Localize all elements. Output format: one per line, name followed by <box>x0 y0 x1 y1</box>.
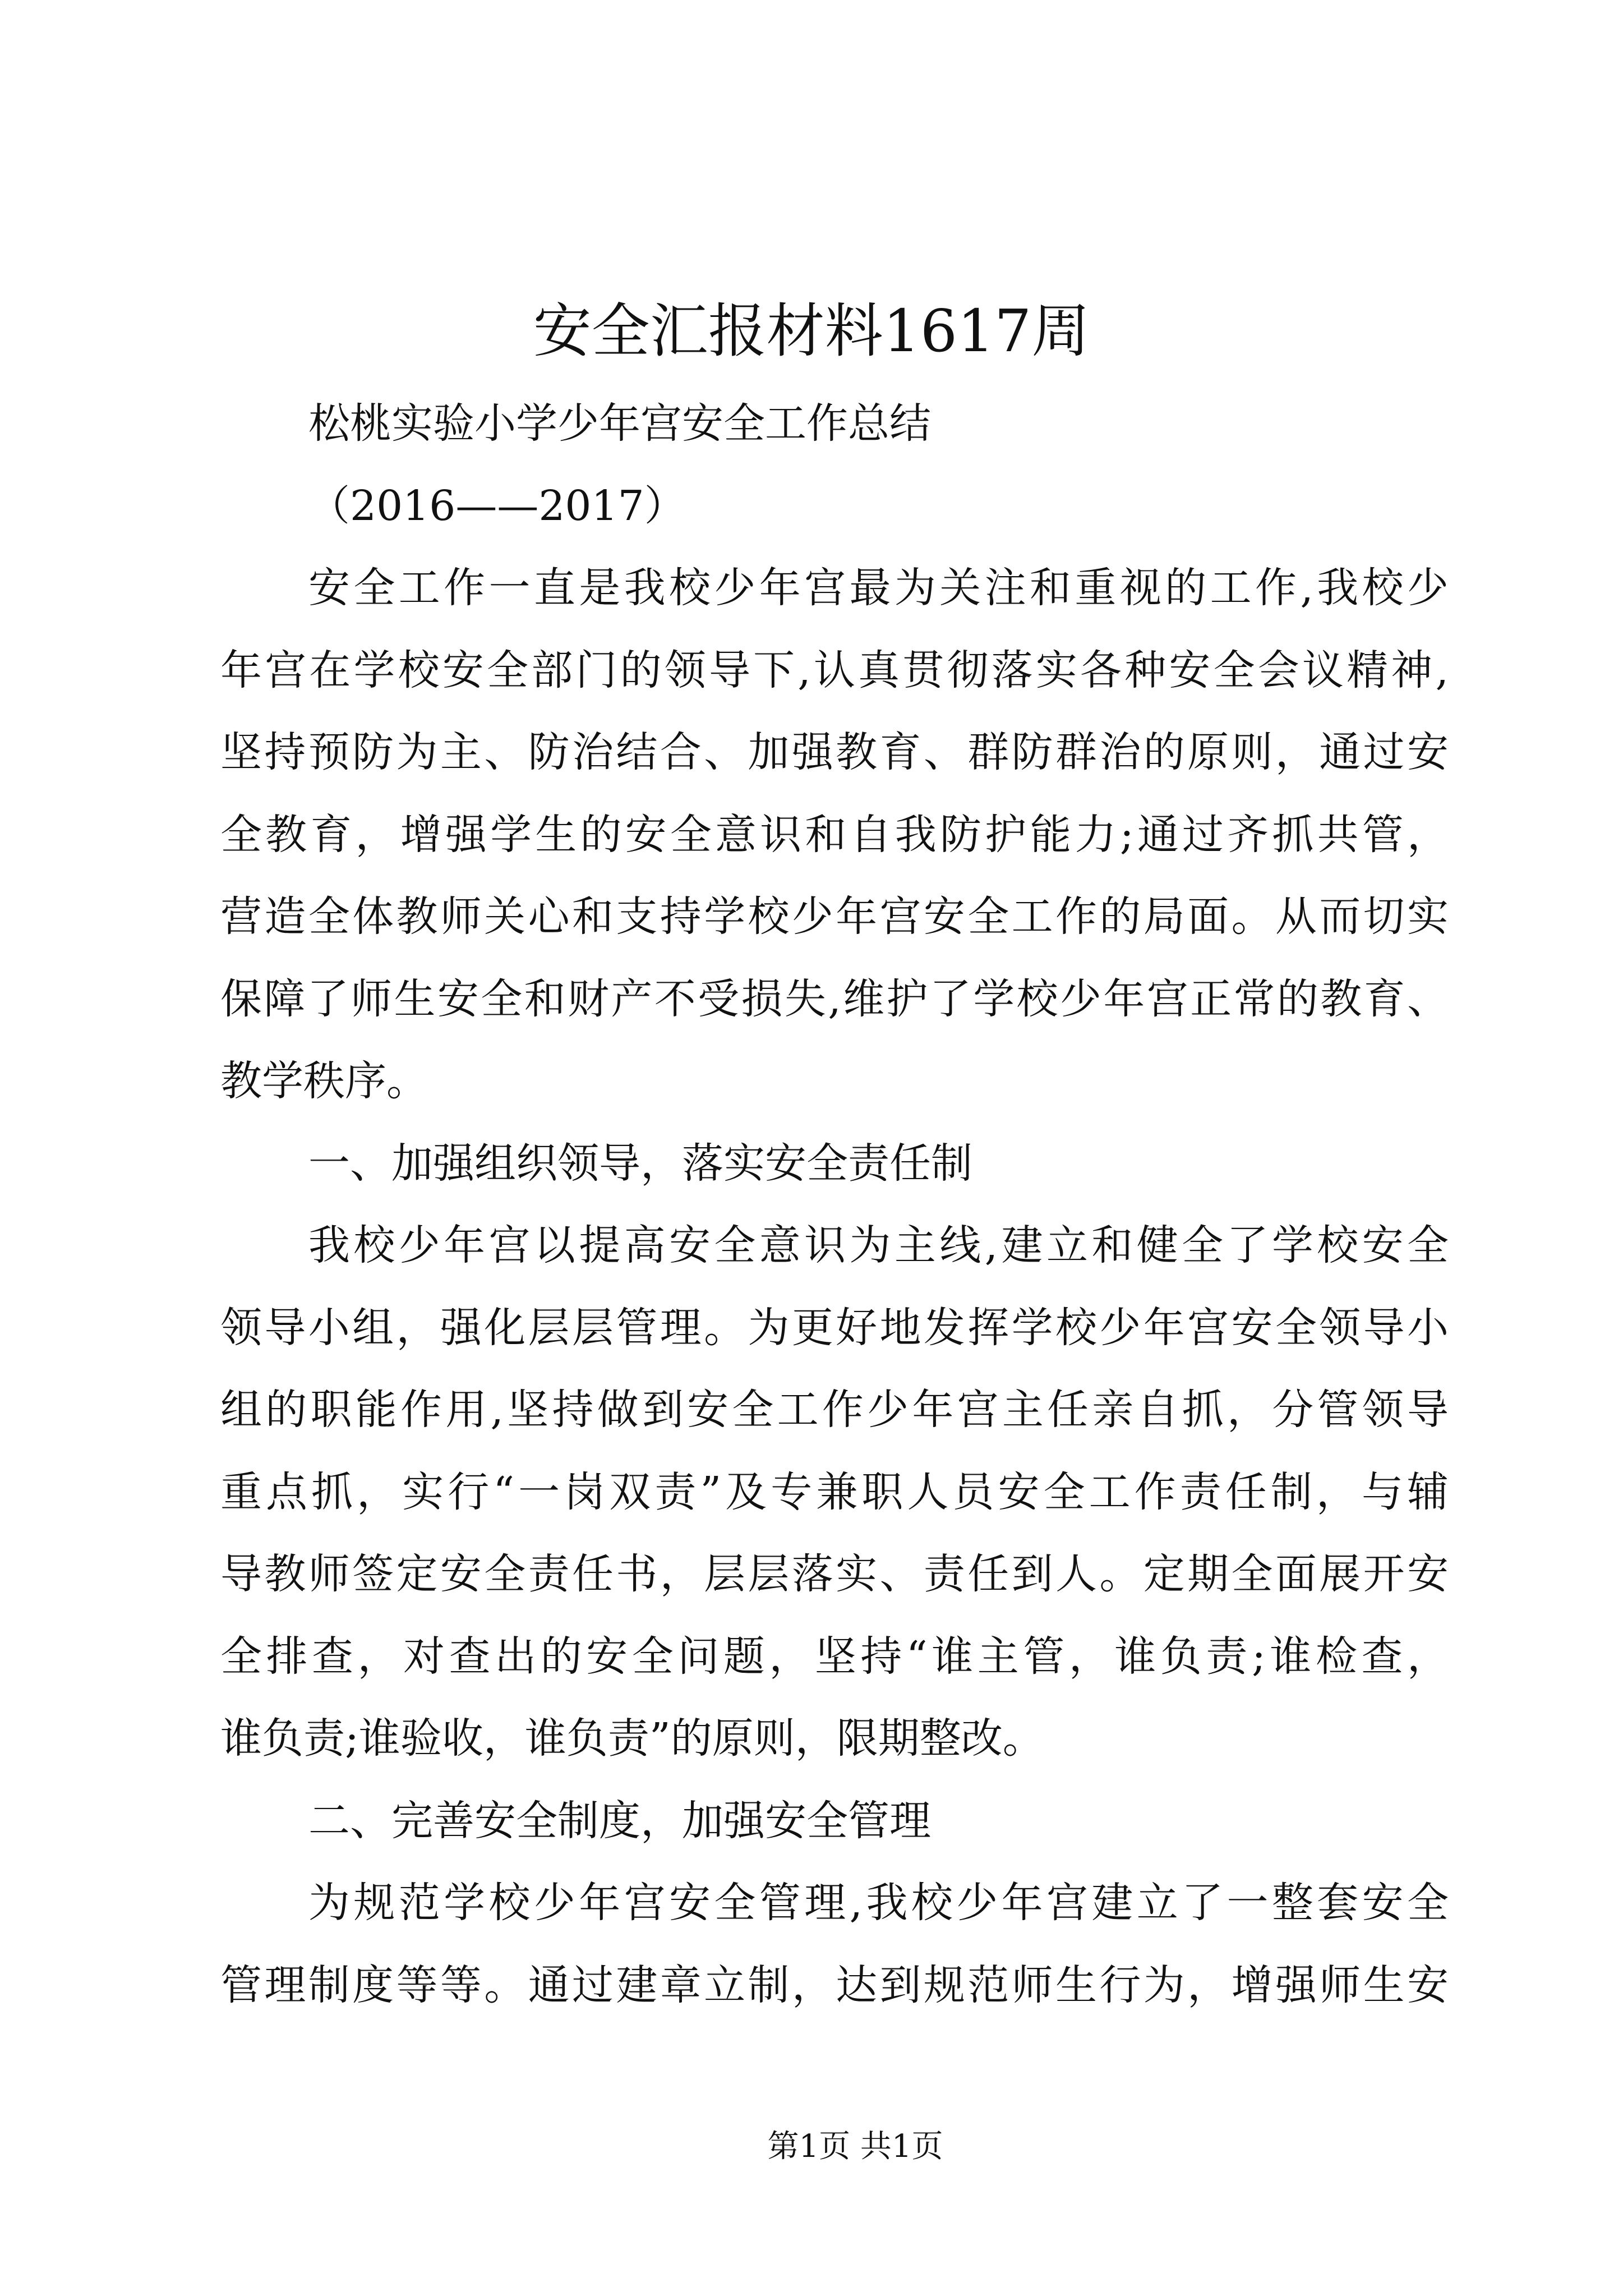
paragraph-line: 保障了师生安全和财产不受损失,维护了学校少年宫正常的教育、 <box>220 974 1449 1023</box>
paragraph-line: 安全工作一直是我校少年宫最为关注和重视的工作,我校少 <box>308 564 1449 612</box>
document-subtitle: 松桃实验小学少年宫安全工作总结 <box>308 399 931 448</box>
paragraph-intro <box>220 547 1449 1122</box>
document-period: （2016——2017） <box>308 481 686 530</box>
paragraph-line: 营造全体教师关心和支持学校少年宫安全工作的局面。从而切实 <box>220 892 1449 941</box>
paragraph-line: 坚持预防为主、防治结合、加强教育、群防群治的原则，通过安 <box>220 728 1449 776</box>
paragraph-line: 全教育，增强学生的安全意识和自我防护能力;通过齐抓共管， <box>220 810 1449 859</box>
paragraph-line: 重点抓，实行“一岗双责”及专兼职人员安全工作责任制，与辅 <box>220 1467 1449 1516</box>
paragraph-line: 管理制度等等。通过建章立制，达到规范师生行为，增强师生安 <box>220 1961 1449 2009</box>
paragraph-line: 教学秩序。 <box>220 1057 428 1105</box>
paragraph-line: 领导小组，强化层层管理。为更好地发挥学校少年宫安全领导小 <box>220 1303 1449 1352</box>
paragraph-line: 我校少年宫以提高安全意识为主线,建立和健全了学校安全 <box>308 1221 1449 1269</box>
section-heading-2: 二、完善安全制度，加强安全管理 <box>308 1796 931 1845</box>
paragraph-line: 导教师签定安全责任书，层层落实、责任到人。定期全面展开安 <box>220 1550 1449 1598</box>
paragraph-line: 谁负责;谁验收，谁负责”的原则，限期整改。 <box>220 1714 1044 1763</box>
paragraph-line: 为规范学校少年宫安全管理,我校少年宫建立了一整套安全 <box>308 1879 1449 1927</box>
section-heading-1: 一、加强组织领导，落实安全责任制 <box>308 1139 972 1188</box>
paragraph-management <box>220 1862 1449 2026</box>
paragraph-line: 年宫在学校安全部门的领导下,认真贯彻落实各种安全会议精神, <box>220 646 1449 694</box>
page-footer: 第1页 共1页 <box>767 2128 943 2165</box>
paragraph-line: 全排查，对查出的安全问题，坚持“谁主管，谁负责;谁检查， <box>220 1632 1449 1681</box>
paragraph-organization <box>220 1204 1449 1780</box>
document-body <box>220 383 1449 2026</box>
document-title: 安全汇报材料1617周 <box>533 297 1090 365</box>
paragraph-line: 组的职能作用,坚持做到安全工作少年宫主任亲自抓，分管领导 <box>220 1386 1449 1434</box>
